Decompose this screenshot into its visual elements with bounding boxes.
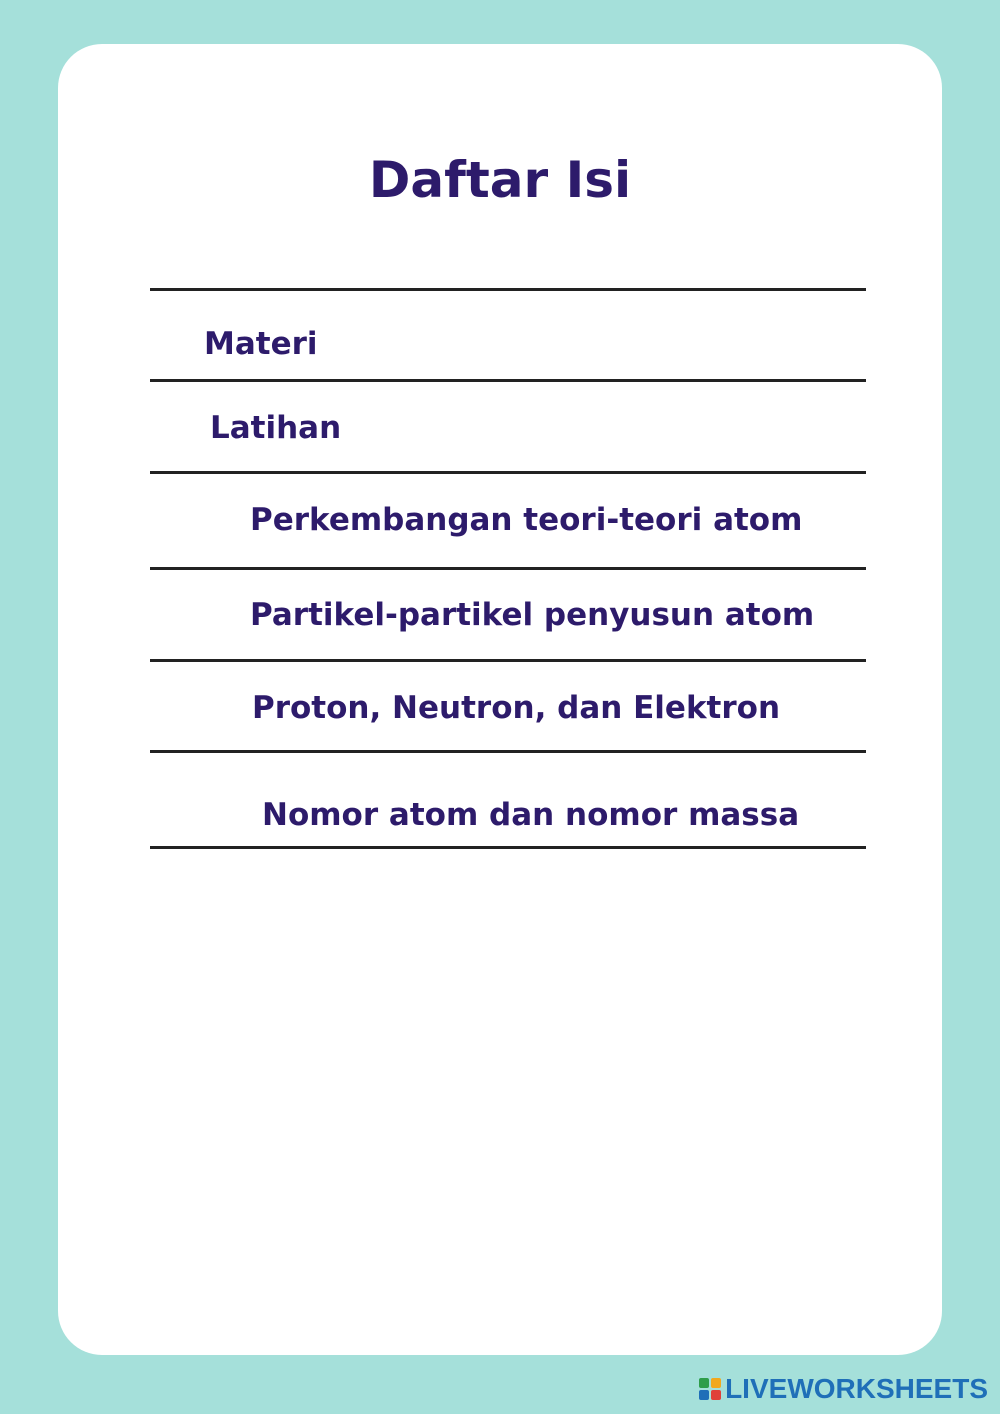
divider <box>150 750 866 753</box>
toc-item-partikel-penyusun-atom[interactable]: Partikel-partikel penyusun atom <box>250 597 815 633</box>
divider <box>150 846 866 849</box>
logo-text: LIVEWORKSHEETS <box>725 1373 988 1404</box>
toc-item-materi[interactable]: Materi <box>204 326 318 362</box>
liveworksheets-logo-icon <box>699 1378 721 1400</box>
divider <box>150 659 866 662</box>
page-title: Daftar Isi <box>368 151 632 209</box>
divider <box>150 567 866 570</box>
toc-item-perkembangan-teori-atom[interactable]: Perkembangan teori-teori atom <box>250 502 803 538</box>
toc-item-nomor-atom-massa[interactable]: Nomor atom dan nomor massa <box>262 797 800 833</box>
toc-item-proton-neutron-elektron[interactable]: Proton, Neutron, dan Elektron <box>252 690 781 726</box>
divider <box>150 288 866 291</box>
divider <box>150 379 866 382</box>
divider <box>150 471 866 474</box>
toc-item-latihan[interactable]: Latihan <box>210 410 342 446</box>
liveworksheets-logo[interactable] <box>699 1372 988 1406</box>
